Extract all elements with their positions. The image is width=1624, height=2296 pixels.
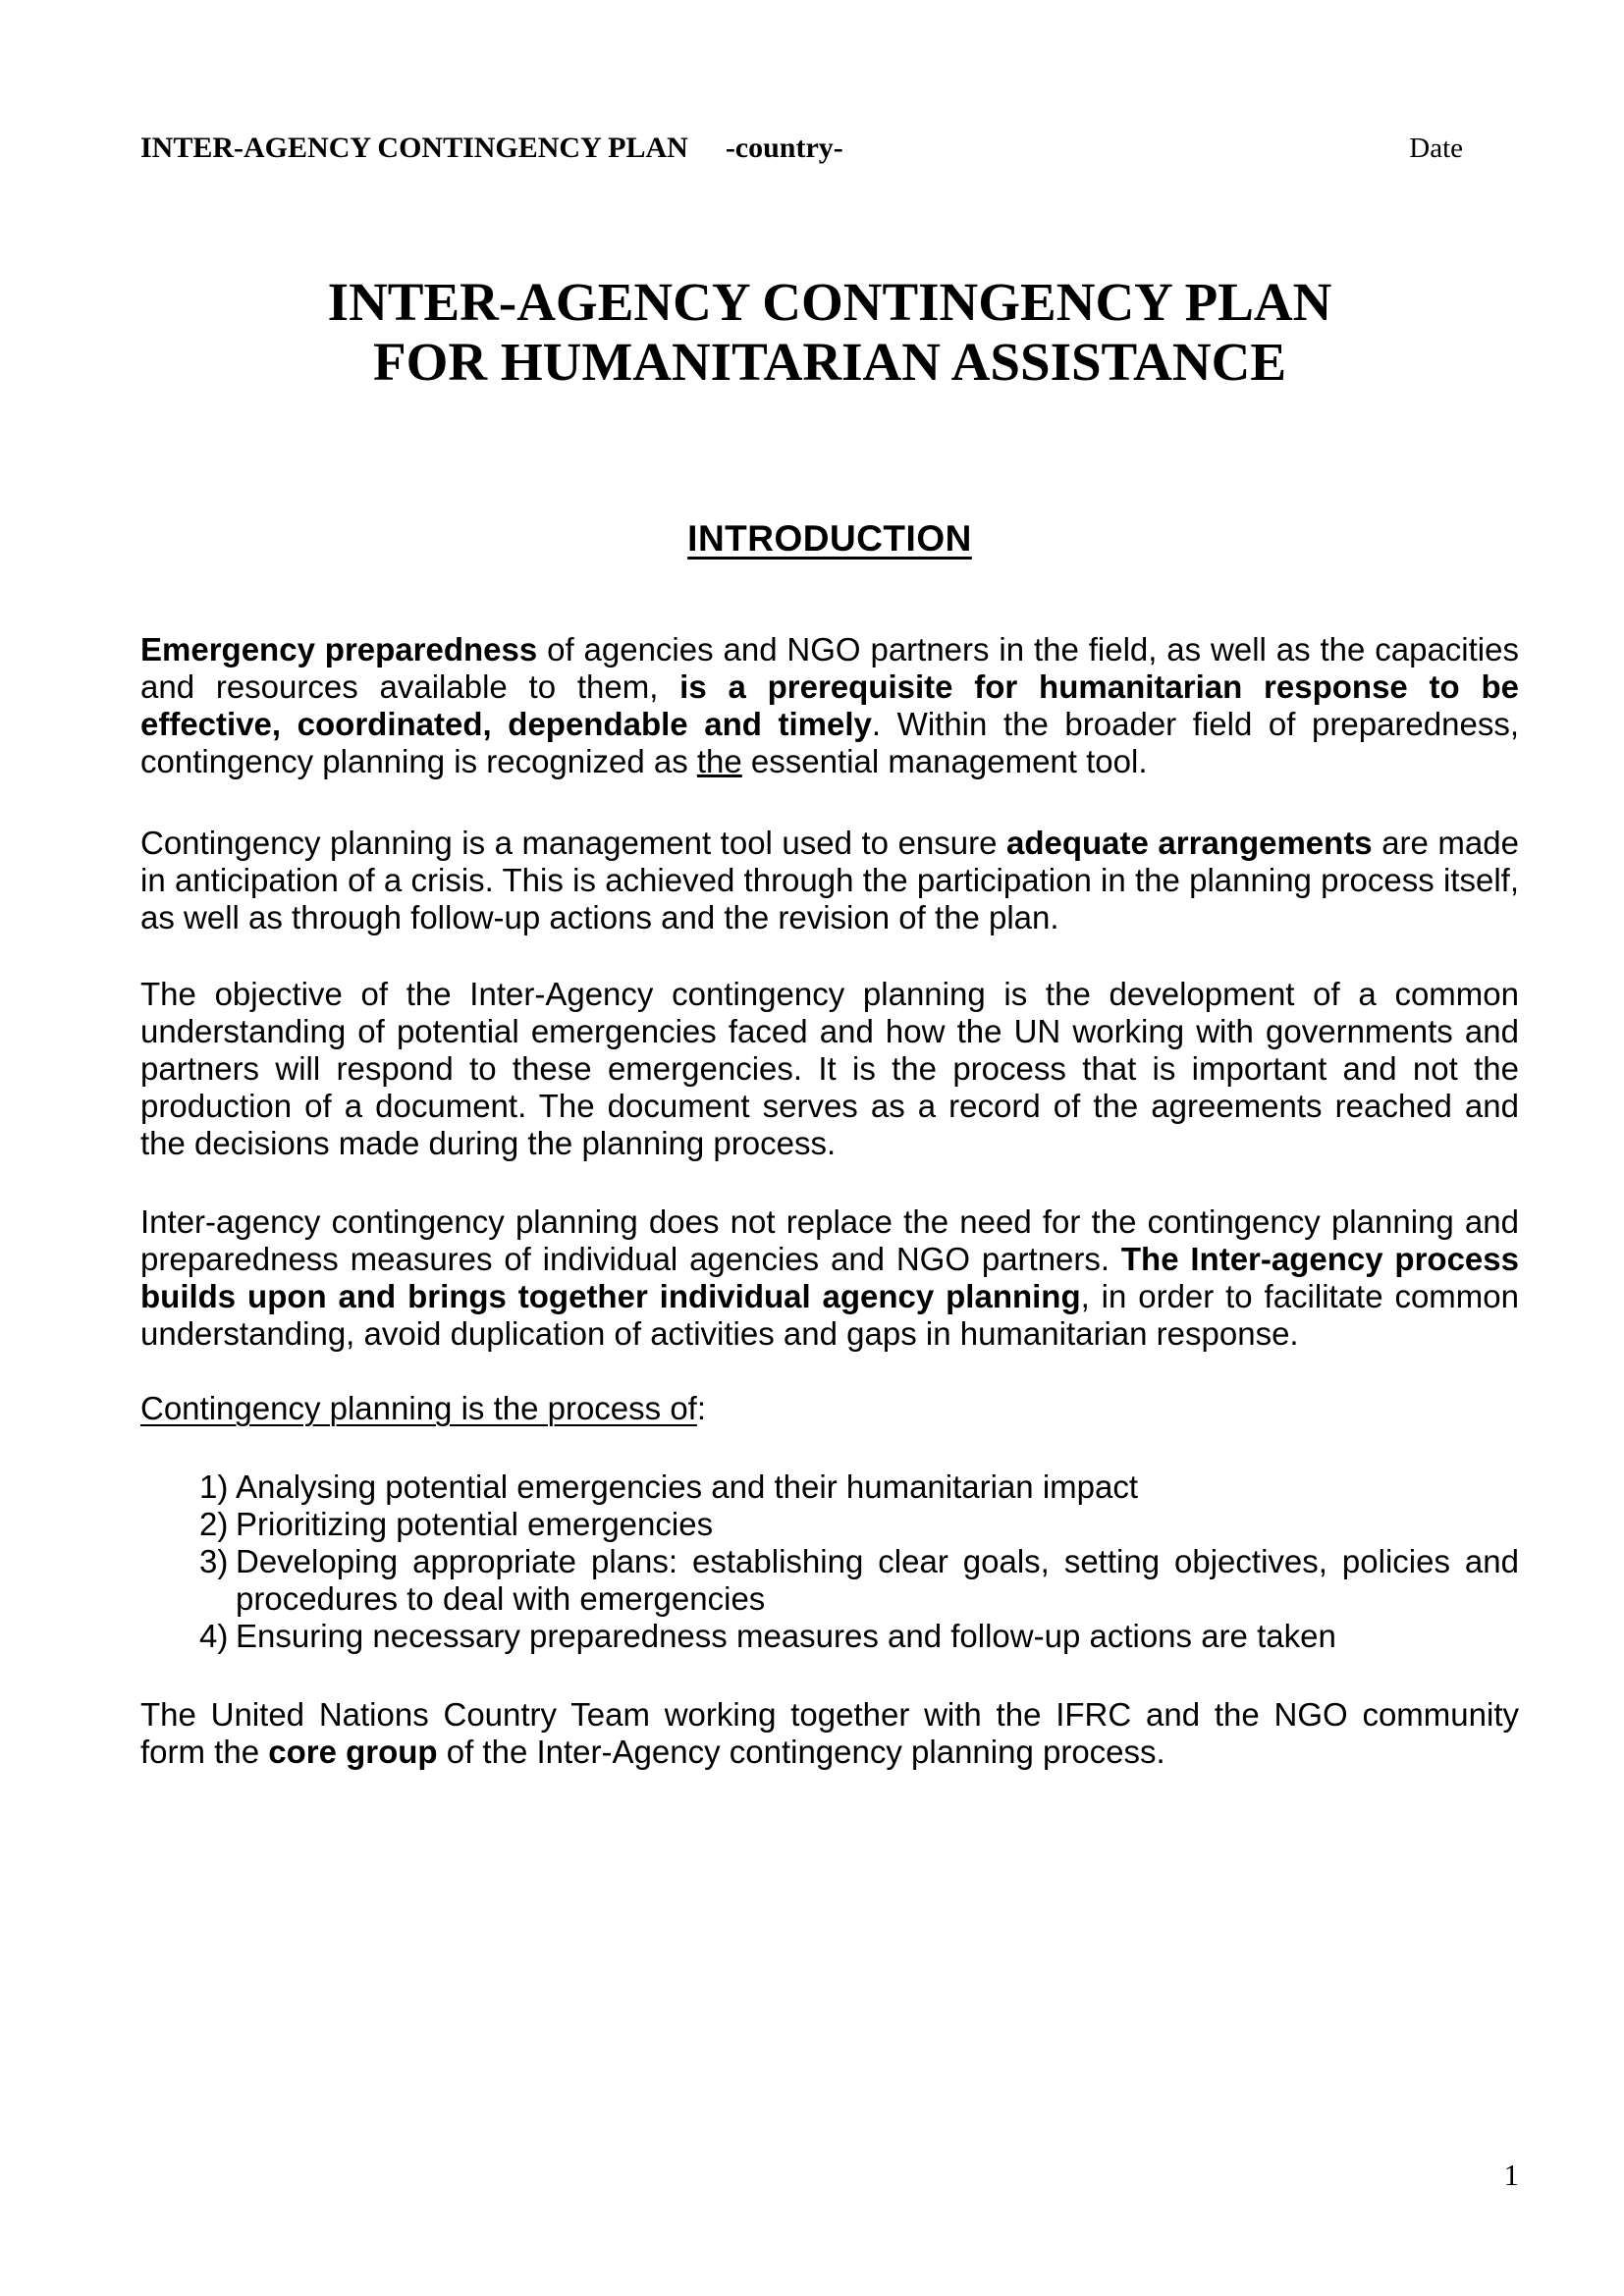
introduction-heading: INTRODUCTION xyxy=(687,518,972,559)
list-item xyxy=(199,1618,1519,1655)
paragraph-emergency-preparedness: Emergency preparedness of agencies and NGO partners in the field, as well as the capacities and resources available to them, is a prerequisite for humanitarian response to be effective, coordinated, dependable and timely. Within the broader field of preparedness, contingency planning is recognized as the essential management tool. xyxy=(140,631,1520,779)
list-item-text: Ensuring necessary preparedness measures and follow-up actions are taken xyxy=(236,1618,1336,1654)
paragraph-inter-agency-process: Inter-agency contingency planning does not replace the need for the contingency planning and preparedness measures of individual agencies and NGO partners. The Inter-agency process builds upon and brings together individual agency planning, in order to facilitate common understanding, avoid duplication of activities and gaps in humanitarian response. xyxy=(140,1203,1519,1352)
paragraph-contingency-definition: Contingency planning is a management tool used to ensure adequate arrangements are made in anticipation of a crisis. This is achieved through the participation in the planning process itself, as well as through follow-up actions and the revision of the plan. xyxy=(140,825,1519,935)
list-item xyxy=(199,1506,1519,1543)
paragraph-core-group: The United Nations Country Team working together with the IFRC and the NGO community form the core group of the Inter-Agency contingency planning process. xyxy=(140,1696,1519,1770)
list-item-marker: 4) xyxy=(199,1618,229,1654)
list-item xyxy=(199,1468,1519,1506)
list-item-marker: 1) xyxy=(199,1468,229,1505)
list-item-text: Analysing potential emergencies and their humanitarian impact xyxy=(236,1468,1139,1505)
header-date-label: Date xyxy=(1409,133,1463,164)
document-title-line-1: INTER-AGENCY CONTINGENCY PLAN xyxy=(327,272,1332,332)
document-title xyxy=(140,272,1519,392)
paragraph-objective: The objective of the Inter-Agency contingency planning is the development of a common understanding of potential emergencies faced and how the UN working with governments and partners will respond to these emergencies. It is the process that is important and not the production of a document. The document serves as a record of the agreements reached and the decisions made during the planning process. xyxy=(140,976,1519,1161)
list-item-marker: 3) xyxy=(199,1543,229,1579)
header-country-placeholder: -country- xyxy=(725,132,843,164)
document-title-line-2: FOR HUMANITARIAN ASSISTANCE xyxy=(372,332,1287,392)
list-item-text: Prioritizing potential emergencies xyxy=(236,1506,714,1542)
list-item-marker: 2) xyxy=(199,1506,229,1542)
list-item-text: Developing appropriate plans: establishing clear goals, setting objectives, policies and procedures to deal with emergencies xyxy=(236,1543,1519,1617)
list-lead-line: Contingency planning is the process of: xyxy=(140,1390,707,1426)
list-item xyxy=(199,1543,1519,1618)
header-plan-title: INTER-AGENCY CONTINGENCY PLAN xyxy=(140,132,688,164)
page-header xyxy=(140,131,1519,166)
numbered-list xyxy=(140,1468,1519,1655)
page-number: 1 xyxy=(1503,2158,1519,2192)
